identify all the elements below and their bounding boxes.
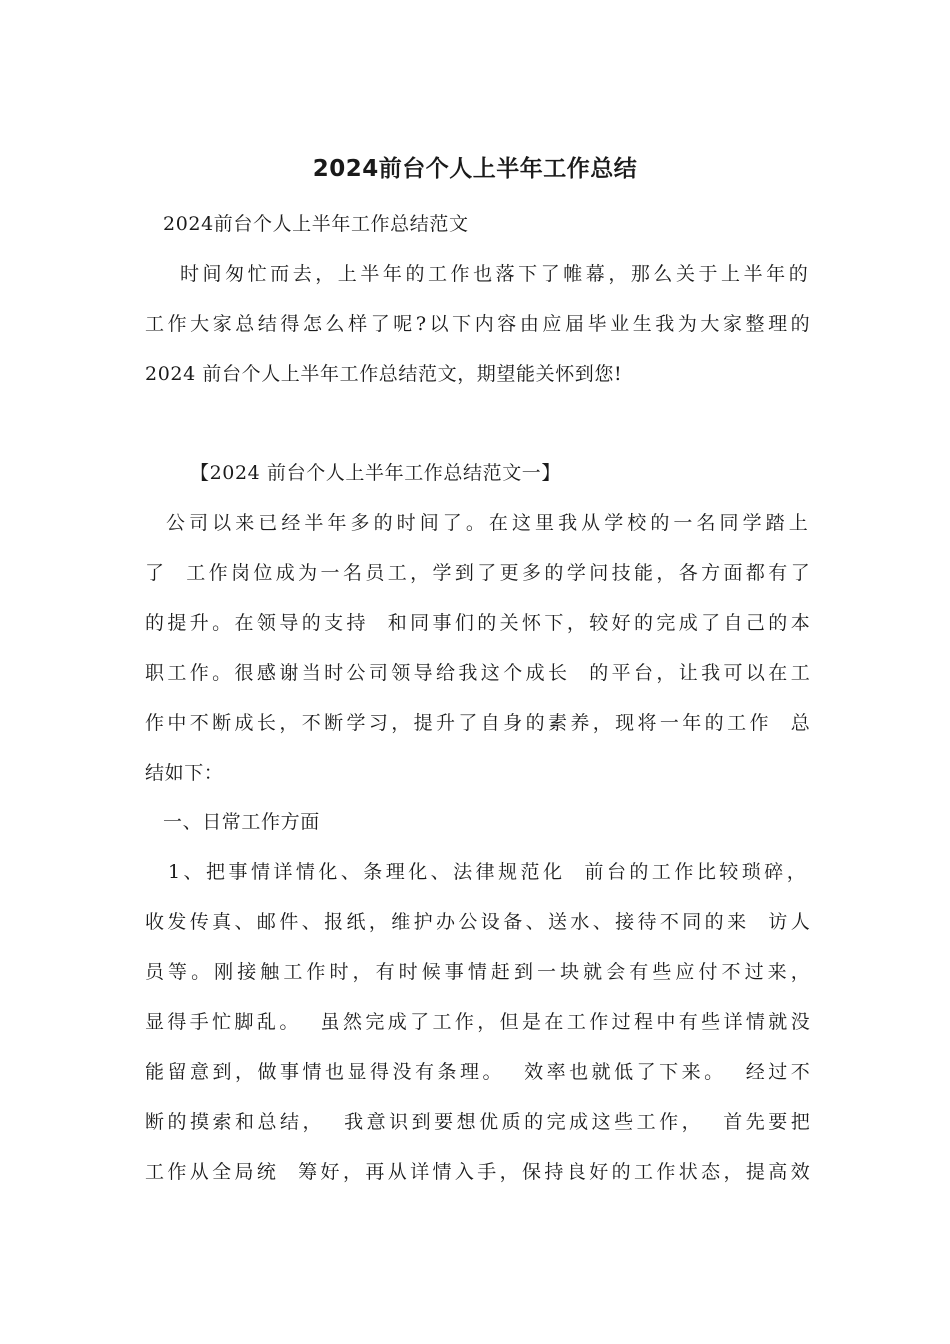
paragraph-line: 收发传真、邮件、报纸，维护办公设备、送水、接待不同的来 访人 (145, 911, 810, 933)
paragraph-line: 职工作。很感谢当时公司领导给我这个成长 的平台，让我可以在工 (145, 662, 810, 684)
paragraph-line: 1、把事情详情化、条理化、法律规范化 前台的工作比较琐碎， (168, 861, 806, 883)
paragraph-line: 断的摸索和总结， 我意识到要想优质的完成这些工作， 首先要把 (145, 1111, 810, 1133)
paragraph-line: 2024 前台个人上半年工作总结范文，期望能关怀到您! (145, 363, 623, 385)
paragraph-line: 显得手忙脚乱。 虽然完成了工作，但是在工作过程中有些详情就没 (145, 1011, 810, 1033)
paragraph-line: 作中不断成长，不断学习，提升了自身的素养，现将一年的工作 总 (145, 712, 810, 734)
paragraph-line: 的提升。在领导的支持 和同事们的关怀下，较好的完成了自己的本 (145, 612, 810, 634)
paragraph-line: 结如下： (145, 762, 224, 784)
paragraph-line: 公司以来已经半年多的时间了。在这里我从学校的一名同学踏上 (166, 512, 808, 534)
document-title: 2024前台个人上半年工作总结 (312, 156, 638, 182)
paragraph-line: 员等。刚接触工作时，有时候事情赶到一块就会有些应付不过来， (145, 961, 810, 983)
paragraph-line: 时间匆忙而去，上半年的工作也落下了帷幕，那么关于上半年的 (180, 263, 808, 285)
paragraph-line: 工作从全局统 筹好，再从详情入手，保持良好的工作状态，提高效 (145, 1161, 810, 1183)
paragraph-line: 工作大家总结得怎么样了呢?以下内容由应届毕业生我为大家整理的 (145, 313, 810, 335)
paragraph-line: 了 工作岗位成为一名员工，学到了更多的学问技能，各方面都有了 (145, 562, 810, 584)
document-subtitle: 2024前台个人上半年工作总结范文 (163, 213, 469, 235)
paragraph-line: 能留意到，做事情也显得没有条理。 效率也就低了下来。 经过不 (145, 1061, 810, 1083)
section-heading: 【2024 前台个人上半年工作总结范文一】 (190, 462, 561, 484)
section-heading: 一、日常工作方面 (163, 811, 320, 833)
